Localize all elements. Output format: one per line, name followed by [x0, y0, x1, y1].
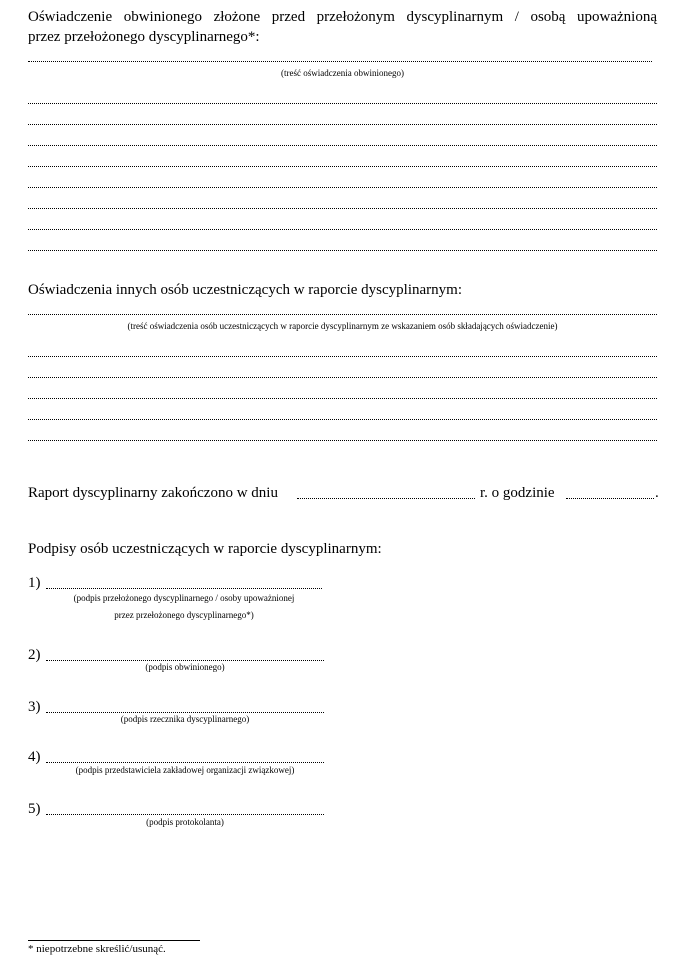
signature-caption: (podpis przełożonego dyscyplinarnego / osoby upoważnionej — [73, 593, 295, 603]
completion-date-field[interactable] — [297, 498, 475, 499]
statement-line[interactable] — [28, 314, 657, 315]
footnote: * niepotrzebne skreślić/usunąć. — [28, 943, 166, 955]
statement-line[interactable] — [28, 187, 657, 188]
signature-number: 3) — [28, 699, 41, 715]
statement-line[interactable] — [28, 356, 657, 357]
statement-line[interactable] — [28, 377, 657, 378]
signature-number: 2) — [28, 647, 41, 663]
statement-line[interactable] — [28, 250, 657, 251]
statement-line[interactable] — [28, 103, 657, 104]
completion-suffix: . — [655, 485, 659, 501]
section1-caption: (treść oświadczenia obwinionego) — [281, 68, 404, 78]
signature-caption: przez przełożonego dyscyplinarnego*) — [114, 610, 254, 620]
signature-line[interactable] — [46, 660, 324, 661]
statement-line[interactable] — [28, 229, 657, 230]
signature-number: 1) — [28, 575, 41, 591]
statement-line[interactable] — [28, 166, 657, 167]
statement-line[interactable] — [28, 398, 657, 399]
statement-line[interactable] — [28, 208, 657, 209]
completion-time-field[interactable] — [566, 498, 654, 499]
statement-line[interactable] — [28, 440, 657, 441]
section2-title: Oświadczenia innych osób uczestniczących w raporcie dyscyplinarnym: — [28, 282, 463, 298]
section1-title-line2: przez przełożonego dyscyplinarnego*: — [28, 29, 260, 45]
signature-line[interactable] — [46, 762, 324, 763]
signature-caption: (podpis rzecznika dyscyplinarnego) — [120, 714, 250, 724]
signatures-title: Podpisy osób uczestniczących w raporcie dyscyplinarnym: — [28, 541, 382, 557]
signature-caption: (podpis protokolanta) — [146, 817, 224, 827]
signature-caption: (podpis obwinionego) — [145, 662, 225, 672]
signature-number: 5) — [28, 801, 41, 817]
statement-line[interactable] — [28, 419, 657, 420]
statement-line[interactable] — [28, 61, 652, 62]
signature-line[interactable] — [46, 588, 322, 589]
footnote-rule — [28, 940, 200, 941]
statement-line[interactable] — [28, 124, 657, 125]
completion-prefix: Raport dyscyplinarny zakończono w dniu — [28, 485, 278, 501]
signature-number: 4) — [28, 749, 41, 765]
signature-line[interactable] — [46, 814, 324, 815]
completion-middle: r. o godzinie — [480, 485, 555, 501]
statement-line[interactable] — [28, 145, 657, 146]
section1-title-line1: Oświadczenie obwinionego złożone przed przełożonym dyscyplinarnym / osobą upoważnioną — [28, 9, 657, 25]
signature-line[interactable] — [46, 712, 324, 713]
signature-caption: (podpis przedstawiciela zakładowej organizacji związkowej) — [75, 765, 295, 775]
section2-caption: (treść oświadczenia osób uczestniczących w raporcie dyscyplinarnym ze wskazaniem osób składających oświadczenie) — [127, 321, 558, 331]
